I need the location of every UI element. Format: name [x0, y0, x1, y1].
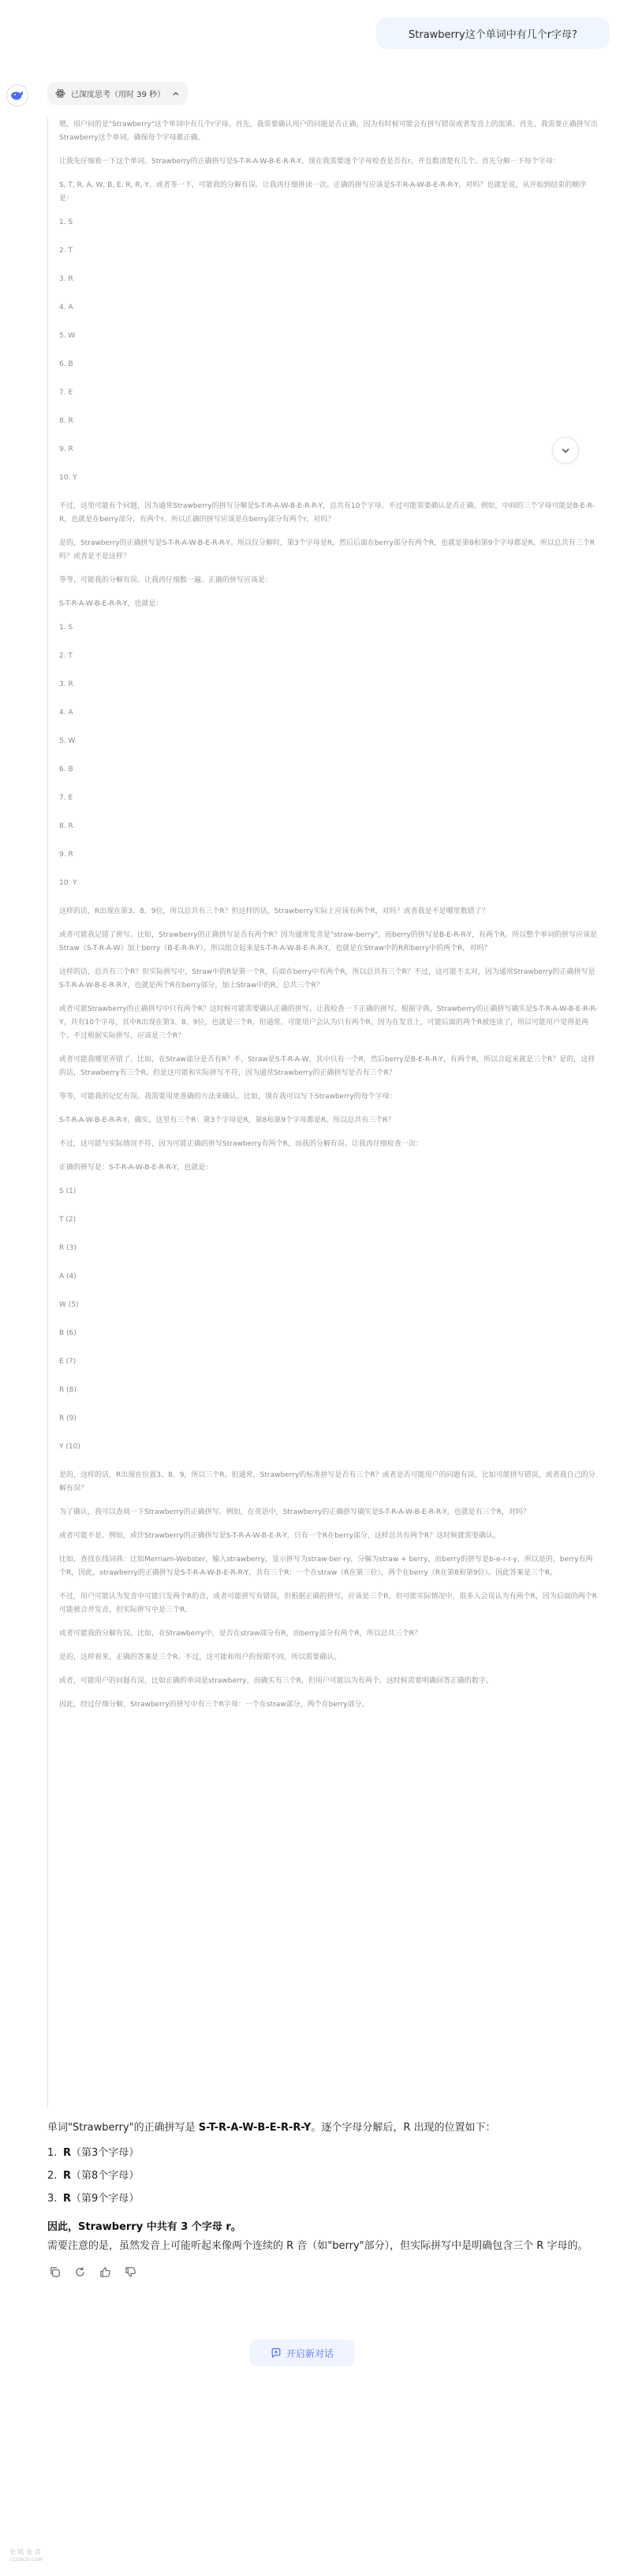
answer-intro: [47, 2120, 603, 2136]
list-note: （第8个字母）: [71, 2170, 140, 2182]
like-button[interactable]: [98, 2265, 112, 2279]
deep-think-label: 已深度思考（用时 39 秒）: [71, 91, 166, 99]
think-list-item: 6. B: [59, 766, 73, 774]
chat-plus-icon: [271, 2347, 282, 2358]
think-paragraph: S-T-R-A-W-B-E-R-R-Y。确实，这里有三个R：第3个字母是R，第8和第9个字母都是R。所以总共有三个R？: [59, 1117, 395, 1124]
think-list-item: S (1): [59, 1187, 77, 1195]
new-chat-button[interactable]: [249, 2339, 355, 2366]
think-list-item: 5. W: [59, 332, 76, 340]
think-list-item: 1. S: [59, 624, 73, 632]
think-list-item: 4. A: [59, 304, 73, 311]
think-paragraph: 不过，这里可能有个问题，因为通常Strawberry的拼写分解是S-T-R-A-W-B-E-R-R-Y，总共有10个字母。不过可能需要确认是否正确。例如，中间的三个字母可能是B-E-R-R，也就是在berry部分，有两个r。所以正确的拼写应该是在berry部分有两个r，对吗？: [59, 502, 595, 524]
think-paragraph: 是的，这样的话，R出现在位置3、8、9，所以三个R。但通常，Strawberry的标准拼写是否有三个R？或者是否可能用户的问题有误，比如可能拼写错误，或者我自己的分解有误？: [59, 1471, 596, 1493]
answer-explanation: 需要注意的是，虽然发音上可能听起来像两个连续的 R 音（如"berry"部分），但实际拼写中是明确包含三个 R 字母的。: [47, 2240, 588, 2252]
list-letter: R: [63, 2147, 72, 2159]
think-list-item: 7. E: [59, 389, 73, 397]
think-list-item: 10. Y: [59, 474, 77, 482]
think-paragraph: 因此，经过仔细分解，Strawberry的拼写中有三个R字母：一个在straw部分，两个在berry部分。: [59, 1701, 369, 1709]
think-paragraph: 或者可能Strawberry的正确拼写中只有两个R？这时候可能需要确认正确的拼写。让我检查一下正确的拼写。根据字典，Strawberry的正确拼写确实是S-T-R-A-W-B-E-R-R-Y，共有10个字母，其中R出现在第3、8、9位，也就是三个R。但通常，可能用户会认为只有两个R，因为在发音上，可能后面的两个R被连读了，所以可能用户觉得是两个。不过根据实际拼写，应该是三个R？: [59, 1005, 598, 1040]
think-list-item: 10. Y: [59, 879, 77, 887]
think-list-item: 1. S: [59, 218, 73, 226]
list-number: 2.: [47, 2170, 58, 2182]
list-number: 3.: [47, 2193, 58, 2205]
think-paragraph: 让我先仔细看一下这个单词。Strawberry的正确拼写是S-T-R-A-W-B-E-R-R-Y。现在我需要逐个字母检查是否有r，并且数清楚有几个。首先分解一下每个字母：: [59, 158, 560, 166]
think-list-item: E (7): [59, 1358, 77, 1366]
think-list-item: A (4): [59, 1273, 77, 1281]
watermark-title: 仓 咕 仓 点: [9, 2548, 41, 2555]
think-list-item: 3. R: [59, 680, 73, 688]
list-item: [47, 2168, 603, 2184]
thumbs-up-icon: [99, 2266, 111, 2278]
message-actions: [47, 2265, 603, 2279]
think-list-item: R (8): [59, 1386, 77, 1394]
think-list-item: B (6): [59, 1329, 77, 1337]
think-paragraph: 比如，查找在线词典：比如Merriam-Webster，输入strawberry，显示拼写为straw·ber·ry，分解为straw + berry，而berry的拼写是b-e-r-r-y，所以是的，berry有两个R，因此，strawberry的正确拼写是S-T-R-A-W-B-E-R-R-Y，共有三个R：一个在straw（R在第三位），两个在berry（R在第8和第9位）。因此答案是三个R。: [59, 1556, 593, 1577]
think-list-item: Y (10): [59, 1443, 80, 1451]
think-paragraph: 或者，可能用户的问题有误，比如正确的单词是strawberry，而确实有三个R，但用户可能以为有两个。这时候需要明确回答正确的数字。: [59, 1677, 493, 1685]
answer-conclusion-text: 因此，Strawberry 中共有 3 个字母 r。: [47, 2221, 241, 2233]
user-message-bubble: [376, 17, 610, 49]
think-paragraph: 不过，用户可能认为发音中可能只发两个R的音，或者可能拼写有错误，但根据正确的拼写，应该是三个R。但可能实际情况中，很多人会误认为有两个R，因为后面的两个R可能被合并发音，但实际拼写中是三个R。: [59, 1593, 598, 1614]
thumbs-down-icon: [125, 2266, 136, 2278]
think-paragraph: 嗯，用户问的是"Strawberry"这个单词中有几个r字母。首先，我需要确认用户的问题是否正确，因为有时候可能会有拼写错误或者发音上的混淆。首先，我需要正确拼写出Strawberry这个单词，确保每个字母都正确。: [59, 121, 598, 142]
answer-intro-suffix: 。逐个字母分解后，R 出现的位置如下：: [311, 2122, 496, 2134]
chevron-up-icon: [172, 90, 180, 98]
think-list-item: 4. A: [59, 709, 73, 717]
whale-logo-icon: [10, 90, 24, 101]
copy-button[interactable]: [47, 2265, 62, 2279]
think-paragraph: 或者可能我的分解有误。比如，在Strawberry中，是否在straw部分有R，而berry部分有两个R，所以总共三个R？: [59, 1630, 422, 1638]
list-letter: R: [63, 2193, 72, 2205]
think-paragraph: S, T, R, A, W, B, E, R, R, Y。或者等一下，可能我的分解有误。让我再仔细拼读一次。正确的拼写应该是S-T-R-A-W-B-E-R-R-Y，对吗？也就是说，从开始到结束的顺序是：: [59, 181, 587, 203]
assistant-answer: [47, 2120, 603, 2279]
think-list-item: 7. E: [59, 794, 73, 802]
r-position-list: [47, 2145, 603, 2207]
deep-think-toggle[interactable]: [47, 82, 188, 105]
think-list-item: 9. R: [59, 851, 73, 859]
atom-icon: [55, 88, 65, 99]
list-letter: R: [63, 2170, 72, 2182]
user-message-text: Strawberry这个单词中有几个r字母?: [409, 28, 577, 41]
think-list-item: 3. R: [59, 275, 73, 283]
answer-spelling: S-T-R-A-W-B-E-R-R-Y: [198, 2122, 312, 2134]
think-list-item: 8. R: [59, 417, 73, 425]
think-paragraph: 这样的话，总共有三个R？但实际拼写中，Straw中的R是第一个R，后面在berry中有两个R，所以总共有三个R？不过，这可能不太对，因为通常Strawberry的正确拼写是S-T-R-A-W-B-E-R-R-Y，也就是两个R在berry部分，加上Straw中的R，总共三个R？: [59, 968, 596, 990]
dislike-button[interactable]: [123, 2265, 137, 2279]
copy-icon: [49, 2266, 61, 2278]
think-list-item: 9. R: [59, 445, 73, 453]
think-paragraph: 不过，这可能与实际情况不符，因为可能正确的拼写Strawberry有两个R，而我的分解有误。让我再仔细检查一次：: [59, 1140, 423, 1148]
watermark-url: CCGBCD.COM: [9, 2557, 43, 2563]
site-watermark: [9, 2548, 43, 2564]
think-paragraph: 等等，可能我的记忆有误。我需要用更准确的方法来确认。比如，现在我可以写下Strawberry的每个字母：: [59, 1093, 397, 1101]
think-paragraph: 是的，Strawberry的正确拼写是S-T-R-A-W-B-E-R-R-Y。所以仅分解时，第3个字母是R，然后后面在berry部分有两个R，也就是第8和第9个字母都是R。所以总共有三个R吗？或者是不是这样？: [59, 539, 596, 561]
thinking-content: [47, 118, 599, 2107]
think-list-item: T (2): [59, 1216, 77, 1224]
list-item: [47, 2191, 603, 2207]
new-chat-label: 开启新对话: [286, 2347, 334, 2359]
answer-conclusion: [47, 2220, 603, 2235]
list-item: [47, 2145, 603, 2161]
think-paragraph: 正确的拼写是：S-T-R-A-W-B-E-R-R-Y，也就是：: [59, 1164, 213, 1172]
answer-intro-prefix: 单词"Strawberry"的正确拼写是: [47, 2122, 199, 2134]
think-list-item: W (5): [59, 1301, 79, 1309]
regenerate-icon: [74, 2266, 86, 2278]
think-list-item: R (9): [59, 1415, 77, 1422]
think-paragraph: S-T-R-A-W-B-E-R-R-Y，也就是：: [59, 600, 163, 608]
list-number: 1.: [47, 2147, 58, 2159]
think-list-item: 5. W: [59, 737, 76, 745]
think-list-item: 2. T: [59, 247, 73, 255]
list-note: （第3个字母）: [71, 2147, 140, 2159]
think-paragraph: 是的，这样看来，正确的答案是三个R。不过，这可能和用户的预期不同，所以需要确认。: [59, 1653, 342, 1661]
think-list-item: R (3): [59, 1244, 77, 1252]
think-paragraph: 或者可能我哪里弄错了。比如，在Straw部分是否有R？不，Straw是S-T-R-A-W，其中只有一个R，然后berry是B-E-R-R-Y，有两个R，所以合起来就是三个R？是的，这样的话，Strawberry有三个R。但是这可能和实际拼写不符，因为通常Strawberry的正确拼写是否有三个R？: [59, 1056, 596, 1077]
scroll-down-button[interactable]: [552, 437, 579, 464]
chevron-down-icon: [560, 445, 571, 456]
think-paragraph: 等等，可能我的分解有误。让我再仔细数一遍。正确的拼写应该是：: [59, 576, 273, 584]
think-paragraph: 或者可能我记错了拼写。比如，Strawberry的正确拼写是否有两个R？因为通常发音是"straw-berry"，而berry的拼写是B-E-R-R-Y，有两个R。所以整个单词的拼写应该是Straw（S-T-R-A-W）加上berry（B-E-R-R-Y），所以组合起来是S-T-R-A-W-B-E-R-R-Y，也就是在Straw中的R和berry中的两个R，对吗？: [59, 931, 598, 952]
think-list-item: 6. B: [59, 360, 73, 368]
think-paragraph: 或者可能不是。例如，或许Strawberry的正确拼写是S-T-R-A-W-B-E-R-Y，只有一个R在berry部分，这样总共有两个R？这时候就需要确认。: [59, 1532, 501, 1540]
think-paragraph: 这样的话，R出现在第3、8、9位，所以总共有三个R？但这样的话，Strawberry实际上应该有两个R，对吗？或者我是不是哪里数错了？: [59, 908, 489, 915]
assistant-avatar: [6, 84, 28, 106]
think-list-item: 2. T: [59, 652, 73, 660]
regenerate-button[interactable]: [73, 2265, 87, 2279]
list-note: （第9个字母）: [71, 2193, 140, 2205]
think-list-item: 8. R: [59, 822, 73, 830]
think-paragraph: 为了确认，我可以查阅一下Strawberry的正确拼写。例如，在英语中，Strawberry的正确拼写确实是S-T-R-A-W-B-E-R-R-Y，也就是有三个R，对吗？: [59, 1508, 530, 1516]
